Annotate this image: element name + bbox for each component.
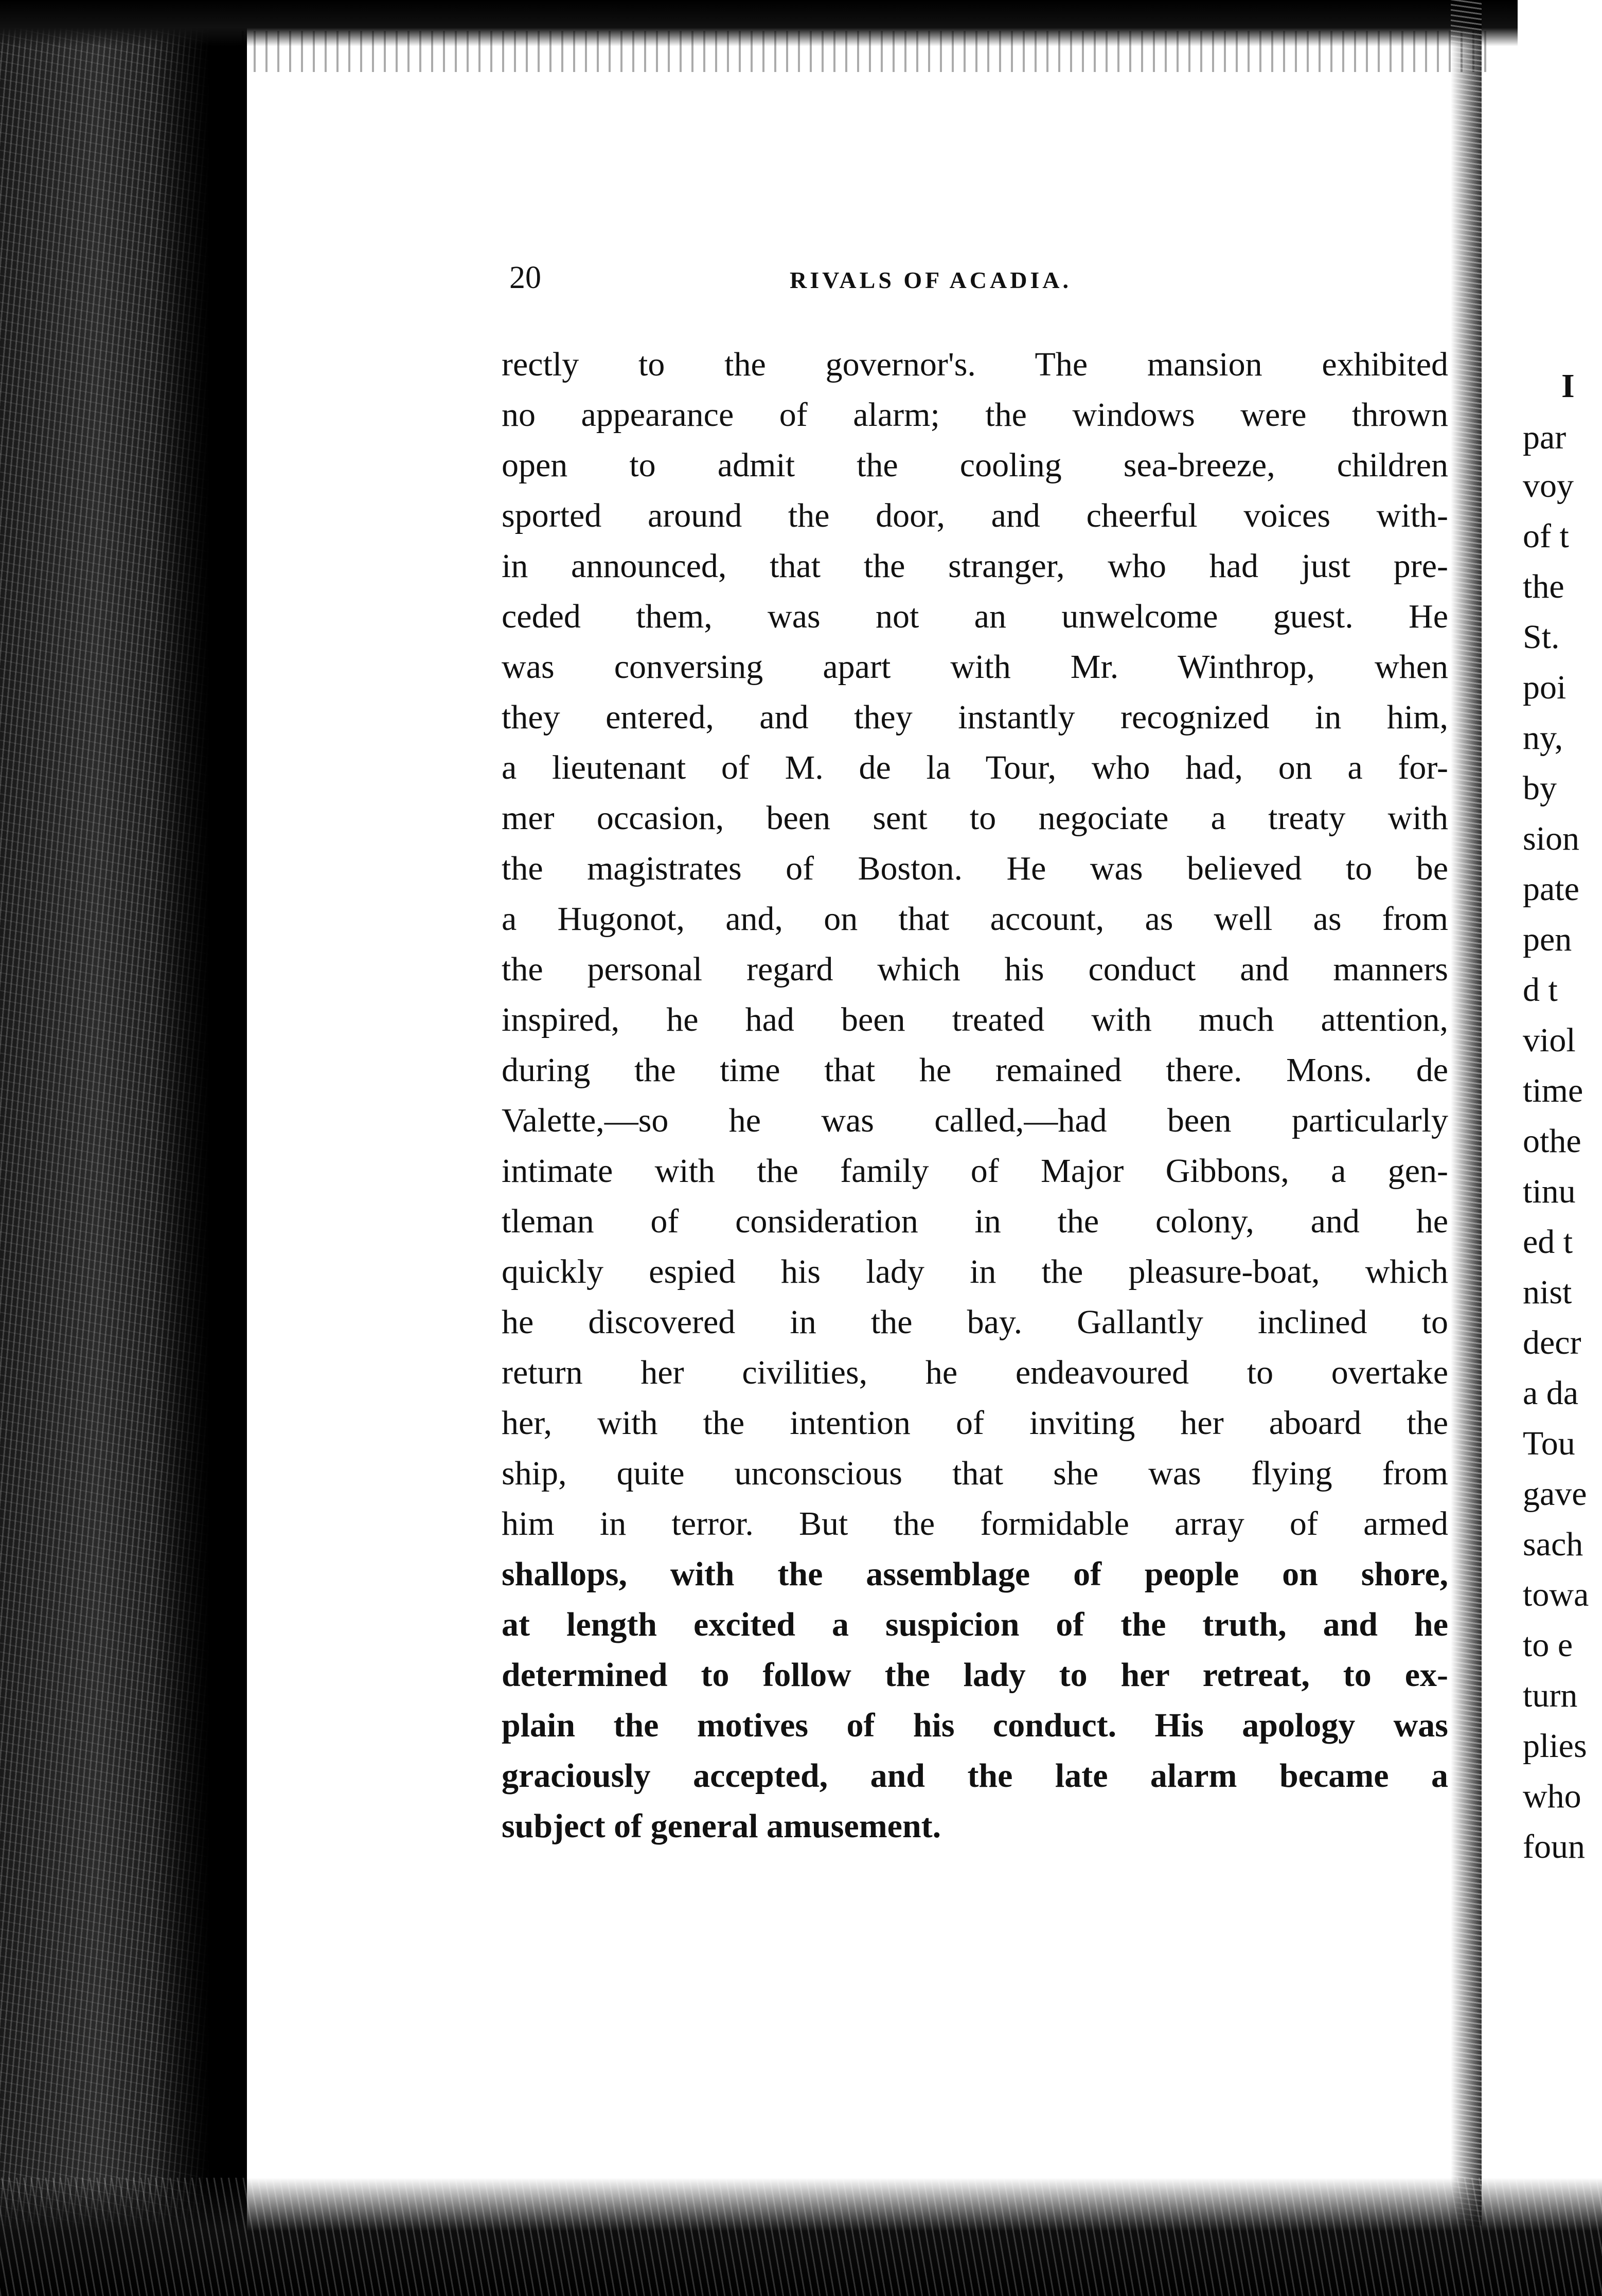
text-line: he discovered in the bay. Gallantly inclined to bbox=[502, 1303, 1448, 1341]
text-line: return her civilities, he endeavoured to overtake bbox=[502, 1354, 1448, 1391]
text-line: was conversing apart with Mr. Winthrop, when bbox=[502, 648, 1448, 686]
next-page-fragment: ed t bbox=[1523, 1223, 1573, 1261]
text-line: quickly espied his lady in the pleasure-boat, which bbox=[502, 1253, 1448, 1290]
next-page-fragment: time bbox=[1523, 1072, 1583, 1109]
next-page-fragment: par bbox=[1523, 419, 1567, 456]
next-page-fragment: St. bbox=[1523, 618, 1560, 656]
text-line: at length excited a suspicion of the truth, and he bbox=[502, 1606, 1448, 1643]
binding-shadow bbox=[154, 0, 247, 2296]
next-page-fragment: ny, bbox=[1523, 719, 1563, 757]
next-page-fragment: the bbox=[1523, 568, 1564, 605]
body-text bbox=[502, 339, 1448, 1852]
next-page-fragment: d t bbox=[1523, 971, 1558, 1009]
text-line: the magistrates of Boston. He was believed to be bbox=[502, 850, 1448, 887]
text-line: sported around the door, and cheerful voices with- bbox=[502, 497, 1448, 534]
next-page-fragment: tinu bbox=[1523, 1173, 1576, 1210]
next-page-fragment: who bbox=[1523, 1778, 1581, 1815]
next-page-fragment: towa bbox=[1523, 1576, 1589, 1613]
text-line: in announced, that the stranger, who had just pre- bbox=[502, 547, 1448, 585]
scan-edge-bottom bbox=[0, 2178, 1602, 2296]
page-edge-shadow bbox=[1451, 0, 1482, 2296]
next-page-fragment: foun bbox=[1523, 1828, 1585, 1866]
next-page-fragment: Tou bbox=[1523, 1425, 1575, 1462]
text-line: plain the motives of his conduct. His apology was bbox=[502, 1707, 1448, 1744]
text-line: shallops, with the assemblage of people on shore, bbox=[502, 1555, 1448, 1593]
next-page-fragment: sach bbox=[1523, 1526, 1583, 1563]
text-line: her, with the intention of inviting her aboard the bbox=[502, 1404, 1448, 1442]
next-page-fragment: decr bbox=[1523, 1324, 1581, 1361]
text-line: him in terror. But the formidable array of armed bbox=[502, 1505, 1448, 1542]
text-line: subject of general amusement. bbox=[502, 1807, 941, 1845]
next-page-fragment: nist bbox=[1523, 1273, 1572, 1311]
next-page-fragment: to e bbox=[1523, 1626, 1573, 1664]
text-line: open to admit the cooling sea-breeze, children bbox=[502, 446, 1448, 484]
text-line: determined to follow the lady to her retreat, to ex- bbox=[502, 1656, 1448, 1694]
text-line: graciously accepted, and the late alarm became a bbox=[502, 1757, 1448, 1795]
next-page-fragment: plies bbox=[1523, 1727, 1587, 1765]
next-page-fragment: turn bbox=[1523, 1677, 1578, 1714]
next-page-fragment: voy bbox=[1523, 467, 1574, 505]
scan-noise-top bbox=[242, 31, 1487, 72]
next-page-fragment: of t bbox=[1523, 517, 1569, 555]
text-line: inspired, he had been treated with much attention, bbox=[502, 1001, 1448, 1038]
next-page-fragment: othe bbox=[1523, 1122, 1581, 1160]
page-number: 20 bbox=[509, 260, 541, 295]
next-page-fragment: poi bbox=[1523, 669, 1567, 706]
text-line: mer occasion, been sent to negociate a treaty with bbox=[502, 799, 1448, 837]
text-line: they entered, and they instantly recognized in him, bbox=[502, 698, 1448, 736]
bold-text-region bbox=[502, 1549, 1448, 1852]
text-line: during the time that he remained there. Mons. de bbox=[502, 1051, 1448, 1089]
text-line: ship, quite unconscious that she was flying from bbox=[502, 1455, 1448, 1492]
text-line: the personal regard which his conduct and manners bbox=[502, 950, 1448, 988]
text-line: no appearance of alarm; the windows were thrown bbox=[502, 396, 1448, 434]
text-line: tleman of consideration in the colony, and he bbox=[502, 1203, 1448, 1240]
next-page-fragment: sion bbox=[1523, 820, 1580, 857]
next-page-fragment: gave bbox=[1523, 1475, 1587, 1513]
text-line: a lieutenant of M. de la Tour, who had, on a for- bbox=[502, 749, 1448, 786]
next-page-fragment: I bbox=[1561, 367, 1575, 405]
text-line: a Hugonot, and, on that account, as well as from bbox=[502, 900, 1448, 938]
next-page-fragment: pate bbox=[1523, 870, 1579, 908]
text-line: intimate with the family of Major Gibbons, a gen- bbox=[502, 1152, 1448, 1190]
next-page-fragment: a da bbox=[1523, 1374, 1579, 1412]
next-page-fragment: pen bbox=[1523, 921, 1572, 958]
text-line: Valette,—so he was called,—had been particularly bbox=[502, 1102, 1448, 1139]
text-line: rectly to the governor's. The mansion exhibited bbox=[502, 346, 1448, 383]
next-page-sliver bbox=[1518, 0, 1602, 2296]
next-page-fragment: by bbox=[1523, 769, 1557, 807]
text-line: ceded them, was not an unwelcome guest. He bbox=[502, 598, 1448, 635]
next-page-fragment: viol bbox=[1523, 1021, 1576, 1059]
running-title: RIVALS OF ACADIA. bbox=[790, 267, 1072, 293]
